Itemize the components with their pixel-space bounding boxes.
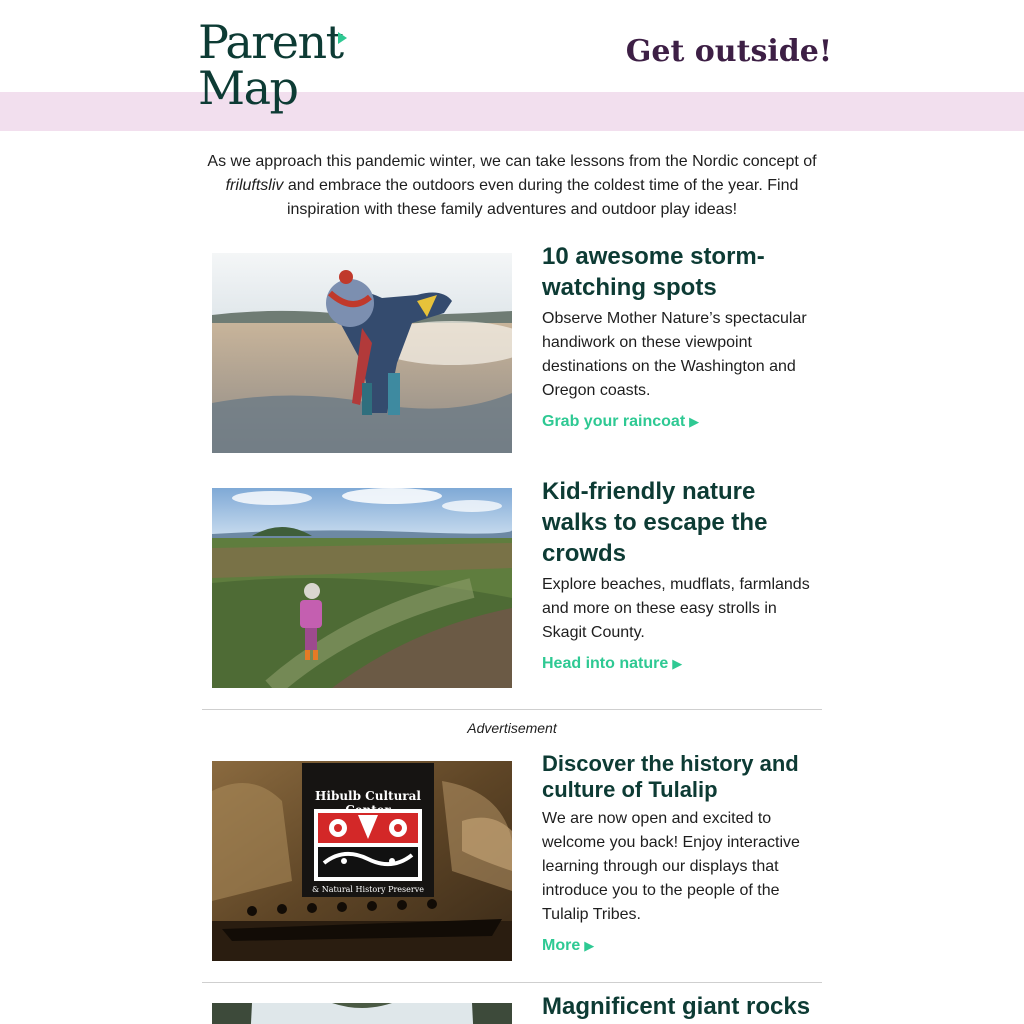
article-card-nature-walks bbox=[212, 478, 822, 688]
play-triangle-icon: ▶ bbox=[689, 414, 700, 429]
article-description: Observe Mother Nature’s spectacular handiwork on these viewpoint destinations on the Washington and Oregon coasts. bbox=[542, 310, 807, 399]
more-link[interactable] bbox=[542, 937, 594, 955]
article-image-nature-walks[interactable] bbox=[212, 488, 512, 688]
intro-paragraph bbox=[202, 150, 822, 222]
article-text-storm-watching bbox=[542, 243, 822, 431]
article-text-nature-walks bbox=[542, 478, 822, 673]
play-triangle-icon: ▶ bbox=[584, 938, 595, 953]
head-into-nature-link[interactable] bbox=[542, 655, 682, 673]
section-divider bbox=[202, 709, 822, 710]
email-header bbox=[0, 0, 1024, 115]
play-triangle-icon: ▶ bbox=[672, 656, 683, 671]
ad-card-tulalip bbox=[212, 751, 822, 961]
logo-arrow-icon bbox=[338, 32, 347, 44]
ad-text-tulalip bbox=[542, 751, 822, 955]
article-card-storm-watching bbox=[212, 243, 822, 453]
article-title[interactable]: Kid-friendly nature walks to escape the crowds bbox=[542, 478, 768, 567]
cta-label: More bbox=[542, 937, 581, 954]
article-title[interactable]: 10 awesome storm-watching spots bbox=[542, 243, 765, 301]
ad-title[interactable]: Discover the history and culture of Tulalip bbox=[542, 751, 799, 802]
article-title[interactable]: Magnificent giant rocks bbox=[542, 993, 811, 1020]
cta-label: Head into nature bbox=[542, 655, 669, 672]
header-band bbox=[0, 92, 1024, 131]
tulalip-art-icon bbox=[314, 809, 422, 881]
hibulb-logo-card bbox=[302, 763, 434, 897]
intro-text-start: As we approach this pandemic winter, we can take lessons from the Nordic concept of bbox=[207, 153, 817, 170]
intro-italic-term: friluftsliv bbox=[225, 177, 284, 194]
logo-text-map: Map bbox=[198, 61, 298, 115]
grab-your-raincoat-link[interactable] bbox=[542, 413, 699, 431]
hibulb-subtitle: & Natural History Preserve bbox=[312, 885, 424, 894]
article-text-giant-rocks bbox=[542, 993, 822, 1022]
hibulb-title: Hibulb Cultural bbox=[315, 789, 421, 803]
parentmap-logo[interactable] bbox=[198, 15, 358, 122]
header-tagline: Get outside! bbox=[625, 34, 832, 69]
intro-text-end: and embrace the outdoors even during the coldest time of the year. Find inspiration with these family adventures and outdoor play ideas! bbox=[283, 177, 799, 218]
logo-text-parent: Parent bbox=[198, 15, 343, 69]
article-image-storm-watching[interactable] bbox=[212, 253, 512, 453]
ad-image-hibulb[interactable] bbox=[212, 761, 512, 961]
article-description: Explore beaches, mudflats, farmlands and more on these easy strolls in Skagit County. bbox=[542, 576, 810, 641]
advertisement-label: Advertisement bbox=[467, 720, 557, 736]
article-image-giant-rocks[interactable] bbox=[212, 1003, 512, 1024]
article-card-giant-rocks bbox=[212, 993, 822, 1024]
cta-label: Grab your raincoat bbox=[542, 413, 686, 430]
ad-description: We are now open and excited to welcome you back! Enjoy interactive learning through our displays that introduce you to the people of the Tulalip Tribes. bbox=[542, 810, 800, 923]
section-divider bbox=[202, 982, 822, 983]
